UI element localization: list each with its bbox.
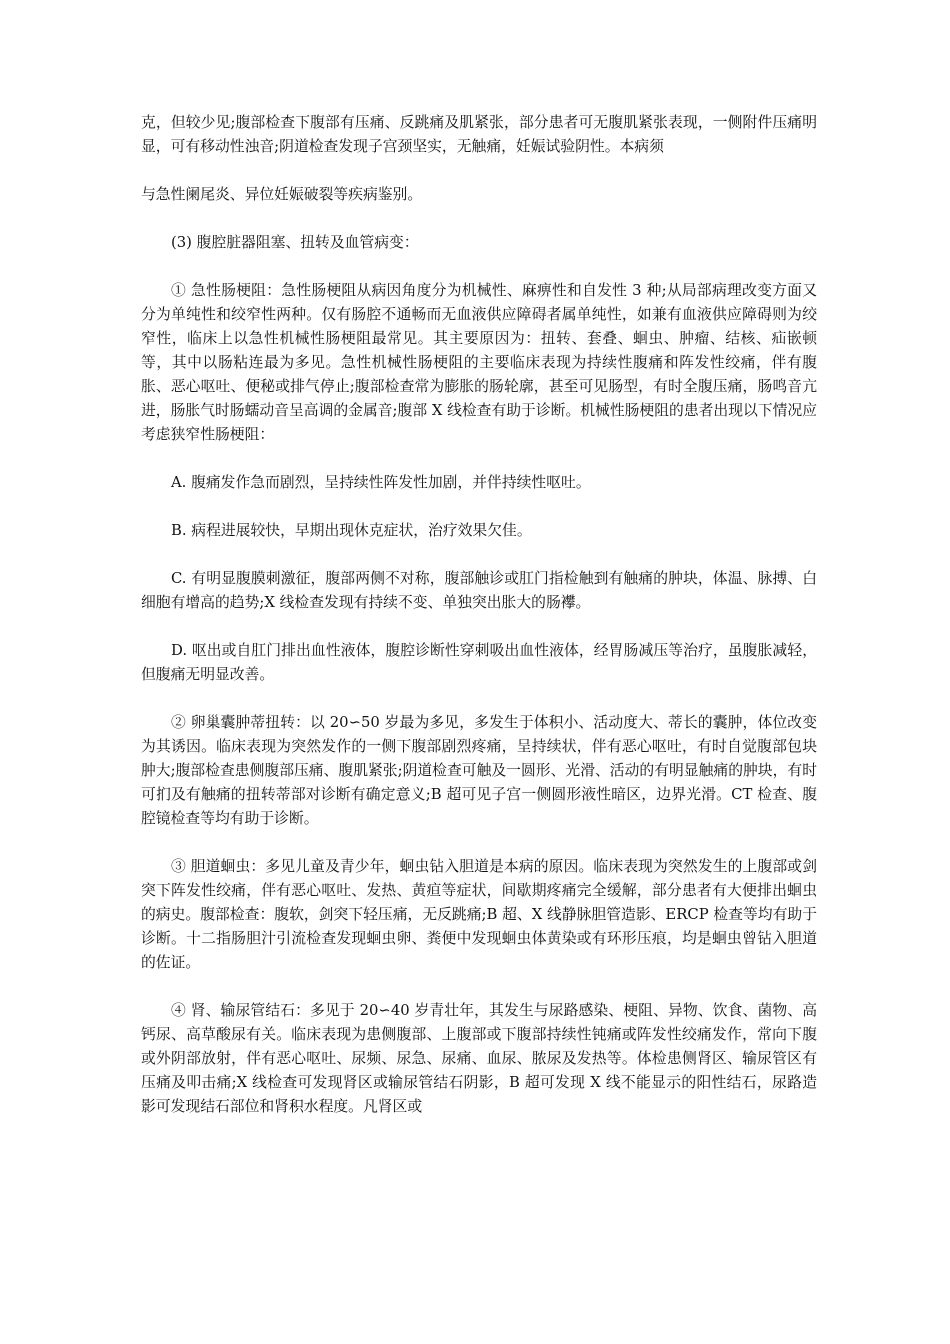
list-item-a: A. 腹痛发作急而剧烈，呈持续性阵发性加剧，并伴持续性呕吐。 — [171, 474, 591, 491]
paragraph-urinary-stones: ④ 肾、输尿管结石：多见于 20∽40 岁青壮年，其发生与尿路感染、梗阻、异物、饮食、菌物、高钙尿、高草酸尿有关。临床表现为患侧腹部、上腹部或下腹部持续性钝痛或阵发性绞痛发作，常向下腹或外阴部放射，伴有恶心呕吐、尿频、尿急、尿痛、血尿、脓尿及发热等。体检患侧肾区、输尿管区有压痛及叩击痛;X 线检查可发现肾区或输尿管结石阴影，B 超可发现 X 线不能显示的阳性结石，尿路造影可发现结石部位和肾积水程度。凡肾区或 — [141, 1002, 817, 1115]
section-heading-3: (3) 腹腔脏器阻塞、扭转及血管病变： — [171, 234, 419, 251]
list-item-d: D. 呕出或自肛门排出血性液体，腹腔诊断性穿刺吸出血性液体，经胃肠减压等治疗，虽腹胀减轻，但腹痛无明显改善。 — [141, 642, 817, 683]
paragraph-intestinal-obstruction: ① 急性肠梗阻：急性肠梗阻从病因角度分为机械性、麻痹性和自发性 3 种;从局部病理改变方面又分为单纯性和绞窄性两种。仅有肠腔不通畅而无血液供应障碍者属单纯性，如兼有血液供应障碍则为绞窄性，临床上以急性机械性肠梗阻最常见。其主要原因为：扭转、套叠、蛔虫、肿瘤、结核、疝嵌顿等，其中以肠粘连最为多见。急性机械性肠梗阻的主要临床表现为持续性腹痛和阵发性绞痛，伴有腹胀、恶心呕吐、便秘或排气停止;腹部检查常为膨胀的肠轮廓，甚至可见肠型，有时全腹压痛，肠鸣音亢进，肠胀气时肠蠕动音呈高调的金属音;腹部 X 线检查有助于诊断。机械性肠梗阻的患者出现以下情况应考虑狭窄性肠梗阻： — [141, 282, 817, 443]
list-item-b: B. 病程进展较快，早期出现休克症状，治疗效果欠佳。 — [171, 522, 532, 539]
paragraph-biliary-ascariasis: ③ 胆道蛔虫：多见儿童及青少年，蛔虫钻入胆道是本病的原因。临床表现为突然发生的上腹部或剑突下阵发性绞痛，伴有恶心呕吐、发热、黄疸等症状，间歇期疼痛完全缓解，部分患者有大便排出蛔虫的病史。腹部检查：腹软，剑突下轻压痛，无反跳痛;B 超、X 线静脉胆管造影、ERCP 检查等均有助于诊断。十二指肠胆汁引流检查发现蛔虫卵、粪便中发现蛔虫体黄染或有环形压痕，均是蛔虫曾钻入胆道的佐证。 — [141, 858, 817, 971]
paragraph-continuation: 克，但较少见;腹部检查下腹部有压痛、反跳痛及肌紧张，部分患者可无腹肌紧张表现，一侧附件压痛明显，可有移动性浊音;阴道检查发现子宫颈坚实，无触痛，妊娠试验阴性。本病须 — [141, 114, 817, 155]
document-page — [141, 111, 817, 1119]
paragraph-ovarian-torsion: ② 卵巢囊肿蒂扭转：以 20∽50 岁最为多见，多发生于体积小、活动度大、蒂长的囊肿，体位改变为其诱因。临床表现为突然发作的一侧下腹部剧烈疼痛，呈持续状，伴有恶心呕吐，有时自觉腹部包块肿大;腹部检查患侧腹部压痛、腹肌紧张;阴道检查可触及一圆形、光滑、活动的有明显触痛的肿块，有时可扪及有触痛的扭转蒂部对诊断有确定意义;B 超可见子宫一侧圆形液性暗区，边界光滑。CT 检查、腹腔镜检查等均有助于诊断。 — [141, 714, 817, 827]
list-item-c: C. 有明显腹膜刺激征，腹部两侧不对称，腹部触诊或肛门指检触到有触痛的肿块，体温、脉搏、白细胞有增高的趋势;X 线检查发现有持续不变、单独突出胀大的肠襻。 — [141, 570, 817, 611]
paragraph-differential: 与急性阑尾炎、异位妊娠破裂等疾病鉴别。 — [141, 186, 423, 203]
